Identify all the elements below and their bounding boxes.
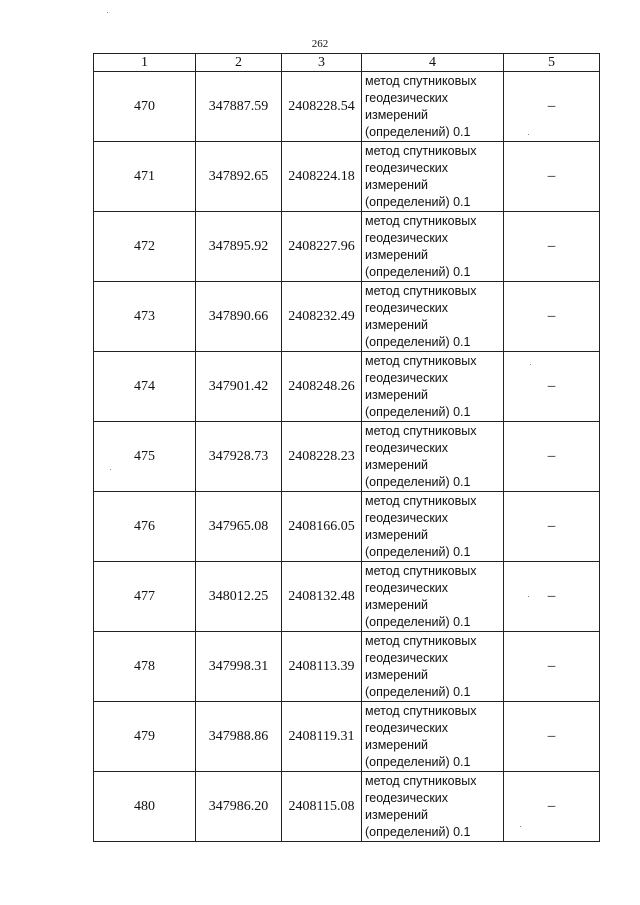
method-cell: [362, 772, 504, 842]
x-coordinate-cell: 347892.65: [196, 142, 282, 212]
point-number-cell: 474: [94, 352, 196, 422]
y-coordinate-cell: 2408228.23: [282, 422, 362, 492]
method-text: метод спутниковых геодезических измерений (определений) 0.1: [365, 493, 477, 559]
header-col-4: 4: [362, 54, 504, 72]
table-row: [94, 142, 600, 212]
note-cell: –: [504, 212, 600, 282]
method-text: метод спутниковых геодезических измерений (определений) 0.1: [365, 73, 477, 139]
y-coordinate-cell: 2408224.18: [282, 142, 362, 212]
table-row: [94, 772, 600, 842]
table-row: [94, 562, 600, 632]
method-text: метод спутниковых геодезических измерений (определений) 0.1: [365, 353, 477, 419]
header-col-5: 5: [504, 54, 600, 72]
method-text: метод спутниковых геодезических измерений (определений) 0.1: [365, 423, 477, 489]
note-cell: –: [504, 142, 600, 212]
table-header: [94, 54, 600, 72]
note-cell: –: [504, 72, 600, 142]
y-coordinate-cell: 2408119.31: [282, 702, 362, 772]
point-number-cell: 477: [94, 562, 196, 632]
method-cell: [362, 492, 504, 562]
x-coordinate-cell: 347887.59: [196, 72, 282, 142]
method-cell: [362, 142, 504, 212]
y-coordinate-cell: 2408115.08: [282, 772, 362, 842]
y-coordinate-cell: 2408232.49: [282, 282, 362, 352]
point-number-cell: 472: [94, 212, 196, 282]
method-text: метод спутниковых геодезических измерений (определений) 0.1: [365, 283, 477, 349]
y-coordinate-cell: 2408227.96: [282, 212, 362, 282]
scan-speck: [528, 596, 529, 597]
x-coordinate-cell: 347928.73: [196, 422, 282, 492]
method-text: метод спутниковых геодезических измерений (определений) 0.1: [365, 563, 477, 629]
y-coordinate-cell: 2408113.39: [282, 632, 362, 702]
y-coordinate-cell: 2408228.54: [282, 72, 362, 142]
method-cell: [362, 422, 504, 492]
note-cell: –: [504, 352, 600, 422]
x-coordinate-cell: 347986.20: [196, 772, 282, 842]
method-cell: [362, 72, 504, 142]
method-text: метод спутниковых геодезических измерений (определений) 0.1: [365, 773, 477, 839]
x-coordinate-cell: 347998.31: [196, 632, 282, 702]
point-number-cell: 471: [94, 142, 196, 212]
y-coordinate-cell: 2408132.48: [282, 562, 362, 632]
point-number-cell: 473: [94, 282, 196, 352]
y-coordinate-cell: 2408166.05: [282, 492, 362, 562]
scan-speck: [110, 469, 111, 470]
header-row: [94, 54, 600, 72]
scan-speck: [528, 134, 529, 135]
method-cell: [362, 282, 504, 352]
scan-speck: [520, 826, 521, 827]
scan-speck: [530, 364, 531, 365]
note-cell: –: [504, 772, 600, 842]
table-row: [94, 422, 600, 492]
table-row: [94, 492, 600, 562]
table-row: [94, 72, 600, 142]
point-number-cell: 470: [94, 72, 196, 142]
table-row: [94, 352, 600, 422]
note-cell: –: [504, 632, 600, 702]
method-text: метод спутниковых геодезических измерений (определений) 0.1: [365, 143, 477, 209]
page-number: 262: [311, 38, 329, 50]
method-text: метод спутниковых геодезических измерений (определений) 0.1: [365, 703, 477, 769]
x-coordinate-cell: 347895.92: [196, 212, 282, 282]
scan-speck: [107, 12, 108, 13]
x-coordinate-cell: 348012.25: [196, 562, 282, 632]
note-cell: –: [504, 562, 600, 632]
x-coordinate-cell: 347890.66: [196, 282, 282, 352]
point-number-cell: 476: [94, 492, 196, 562]
table-row: [94, 212, 600, 282]
method-cell: [362, 632, 504, 702]
header-col-3: 3: [282, 54, 362, 72]
note-cell: –: [504, 702, 600, 772]
y-coordinate-cell: 2408248.26: [282, 352, 362, 422]
table-row: [94, 702, 600, 772]
method-cell: [362, 562, 504, 632]
method-text: метод спутниковых геодезических измерений (определений) 0.1: [365, 633, 477, 699]
header-col-1: 1: [94, 54, 196, 72]
x-coordinate-cell: 347988.86: [196, 702, 282, 772]
method-cell: [362, 702, 504, 772]
method-cell: [362, 352, 504, 422]
note-cell: –: [504, 282, 600, 352]
method-text: метод спутниковых геодезических измерений (определений) 0.1: [365, 213, 477, 279]
point-number-cell: 478: [94, 632, 196, 702]
method-cell: [362, 212, 504, 282]
table-body: [94, 72, 600, 842]
note-cell: –: [504, 422, 600, 492]
note-cell: –: [504, 492, 600, 562]
header-col-2: 2: [196, 54, 282, 72]
point-number-cell: 480: [94, 772, 196, 842]
x-coordinate-cell: 347965.08: [196, 492, 282, 562]
table-row: [94, 282, 600, 352]
point-number-cell: 475: [94, 422, 196, 492]
table-row: [94, 632, 600, 702]
point-number-cell: 479: [94, 702, 196, 772]
x-coordinate-cell: 347901.42: [196, 352, 282, 422]
coordinates-table: [93, 53, 600, 842]
